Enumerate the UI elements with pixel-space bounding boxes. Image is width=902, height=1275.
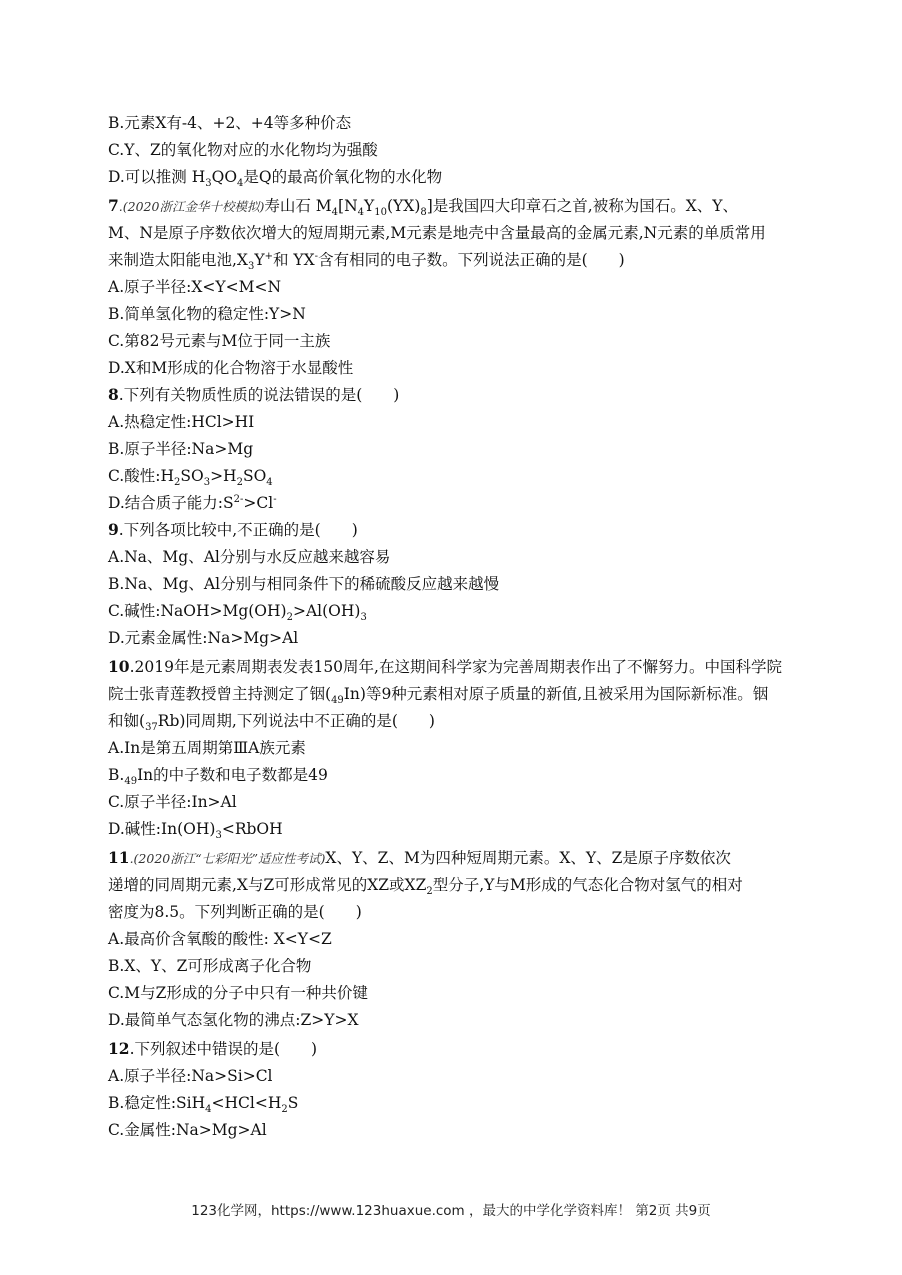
q7-stem-line-2: M、N是原子序数依次增大的短周期元素,M元素是地壳中含量最高的金属元素,N元素的单质常用 (108, 224, 766, 242)
q7-option-d: D.X和M形成的化合物溶于水显酸性 (108, 359, 354, 377)
q6-option-b: B.元素X有-4、+2、+4等多种价态 (108, 114, 352, 132)
q6-option-c: C.Y、Z的氧化物对应的水化物均为强酸 (108, 141, 378, 159)
q9-option-b: B.Na、Mg、Al分别与相同条件下的稀硫酸反应越来越慢 (108, 575, 500, 593)
q10-stem-line-3: 和铷$(_{37}Rb)$同周期,下列说法中不正确的是( ) (108, 712, 435, 734)
q12-option-c: C.金属性:Na>Mg>Al (108, 1121, 267, 1139)
q10-option-b: $B._{49}In$的中子数和电子数都是49 (108, 766, 328, 788)
q8-stem: 8.下列有关物质性质的说法错误的是( ) (108, 385, 400, 404)
q7-stem-line-1: 7.(2020浙江金华十校模拟)寿山石 $M_4[N_4Y_{10}(YX)_8]$是我国四大印章石之首,被称为国石。X、Y、 (108, 196, 738, 219)
q9-option-a: A.Na、Mg、Al分别与水反应越来越容易 (108, 548, 391, 566)
q8-option-c: C.酸性$:H_2SO_3>H_2SO_4$ (108, 467, 273, 489)
q11-option-b: B.X、Y、Z可形成离子化合物 (108, 957, 312, 975)
q6-option-d: D.可以推测 $H_3QO_4$是Q的最高价氧化物的水化物 (108, 168, 443, 190)
q8-option-d: D.结合质子能力$:S^{2-}>Cl^-$ (108, 493, 277, 512)
q11-option-c: C.M与Z形成的分子中只有一种共价键 (108, 984, 368, 1002)
q8-option-b: B.原子半径:Na>Mg (108, 440, 254, 458)
page-footer: 123化学网，https://www.123huaxue.com ，最大的中学化学资料库！ 第2页 共9页 (191, 1203, 711, 1219)
q12-stem: 12.下列叙述中错误的是( ) (108, 1039, 318, 1058)
q7-option-c: C.第82号元素与M位于同一主族 (108, 332, 331, 350)
q11-stem-line-2: 递增的同周期元素,X与Z可形成常见的XZ或$XZ_2$型分子,Y与M形成的气态化合物对氢气的相对 (108, 876, 743, 898)
q10-option-c: C.原子半径:In>Al (108, 793, 237, 811)
q11-stem-line-3: 密度为8.5。下列判断正确的是( ) (108, 903, 362, 921)
q11-option-a: A.最高价含氧酸的酸性: X<Y<Z (108, 930, 332, 948)
q11-option-d: D.最简单气态氢化物的沸点:Z>Y>X (108, 1011, 359, 1029)
q8-option-a: A.热稳定性:HCl>HI (108, 413, 255, 431)
q7-option-b: B.简单氢化物的稳定性:Y>N (108, 305, 306, 323)
q9-option-c: C.碱性$:NaOH>Mg(OH)_2>Al(OH)_3$ (108, 602, 367, 624)
q12-option-a: A.原子半径:Na>Si>Cl (108, 1067, 273, 1085)
q10-option-a: A.In是第五周期第ⅢA族元素 (108, 739, 306, 757)
q7-option-a: A.原子半径:X<Y<M<N (108, 278, 282, 296)
q9-option-d: D.元素金属性:Na>Mg>Al (108, 629, 299, 647)
q10-stem-line-1: 10.2019年是元素周期表发表150周年,在这期间科学家为完善周期表作出了不懈努力。中国科学院 (108, 657, 782, 676)
q7-stem-line-3: 来制造太阳能电池$,X_3Y^+$和 YX-含有相同的电子数。下列说法正确的是( ) (108, 250, 625, 273)
q10-stem-line-2: 院士张青莲教授曾主持测定了铟$(_{49}In)$等9种元素相对原子质量的新值,且被采用为国际新标准。铟 (108, 685, 769, 707)
q9-stem: 9.下列各项比较中,不正确的是( ) (108, 520, 358, 539)
q11-stem-line-1: 11.(2020浙江“七彩阳光”适应性考试)X、Y、Z、M为四种短周期元素。X、Y、Z是原子序数依次 (108, 848, 731, 867)
q12-option-b: B.稳定性$:SiH_4<HCl<H_2S$ (108, 1094, 299, 1116)
q10-option-d: D.碱性$:In(OH)_3<RbOH$ (108, 820, 283, 842)
